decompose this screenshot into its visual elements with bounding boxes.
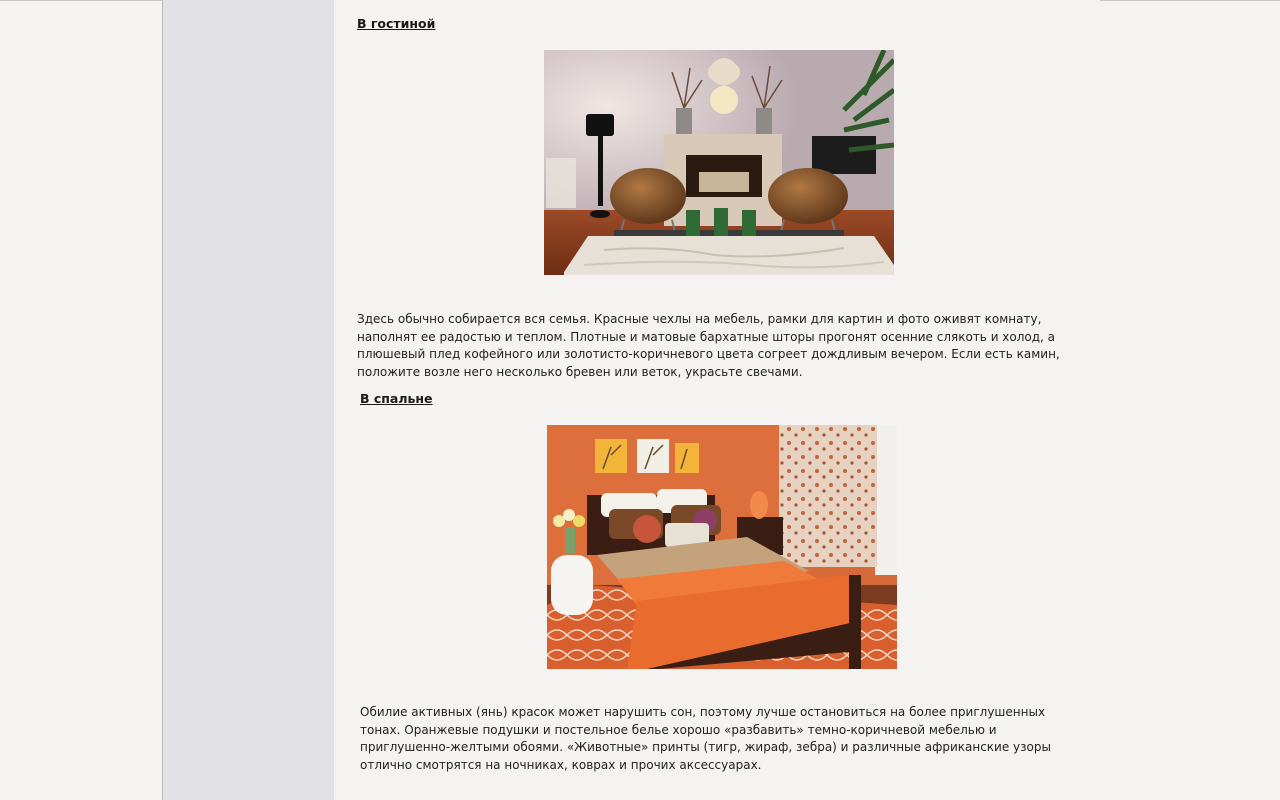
section-heading-living-room: В гостиной xyxy=(357,16,436,31)
living-room-photo xyxy=(544,50,894,275)
section-heading-bedroom: В спальне xyxy=(360,391,433,406)
section-text-bedroom: Обилие активных (янь) красок может нарушить сон, поэтому лучше остановиться на более приглушенных тонах. Оранжевые подушки и постельное белье хорошо «разбавить» темно-коричневой мебелью и приглушенно-желтыми обоями. «Животные» принты (тигр, жираф, зебра) и различные африканские узоры отлично смотрятся на ночниках, коврах и прочих аксессуарах. xyxy=(360,705,1051,772)
section-text-living-room: Здесь обычно собирается вся семья. Красные чехлы на мебель, рамки для картин и фото оживят комнату, наполнят ее радостью и теплом. Плотные и матовые бархатные шторы прогонят осенние слякоть и холод, а плюшевый плед кофейного или золотисто-коричневого цвета согреет дождливым вечером. Если есть камин, положите возле него несколько бревен или веток, украсьте свечами. xyxy=(357,312,1060,379)
left-sidebar xyxy=(163,0,334,800)
bedroom-photo xyxy=(547,425,897,669)
